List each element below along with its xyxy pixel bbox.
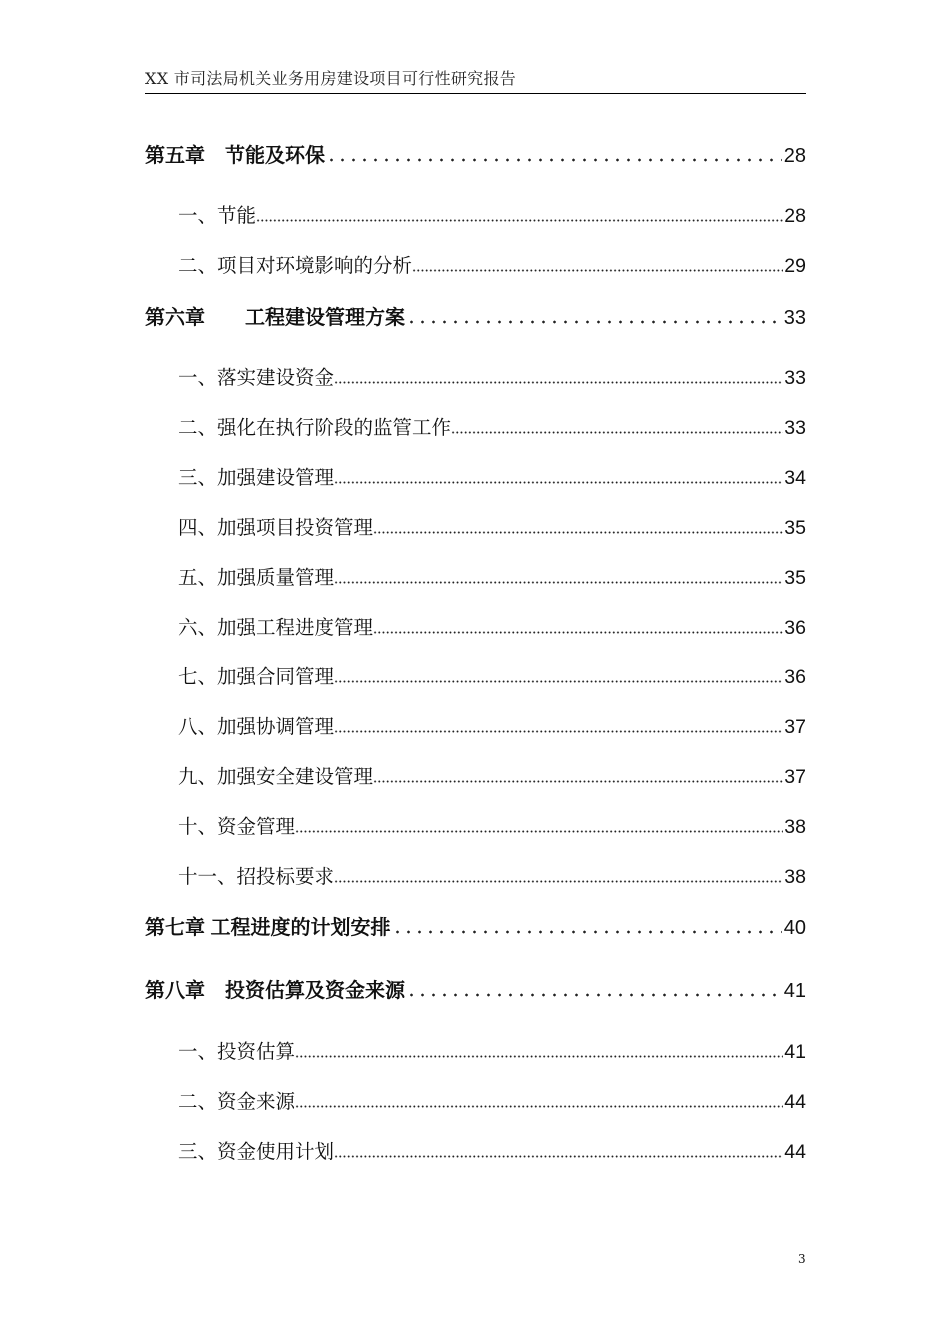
toc-entry-page: 38 [784,816,806,838]
toc-entry-page: 29 [784,255,806,277]
toc-entry-label: 第六章 工程建设管理方案 [145,307,405,329]
toc-entry-page: 41 [784,1041,806,1063]
toc-chapter-entry[interactable] [145,911,806,940]
toc-section-entry[interactable] [178,412,806,440]
toc-entry-page: 35 [784,567,806,589]
toc-entry-page: 36 [784,617,806,639]
toc-entry-label: 二、项目对环境影响的分析 [178,254,413,277]
toc-entry-label: 十、资金管理 [178,815,296,838]
toc-entry-page: 37 [784,766,806,788]
toc-entry-label: 三、加强建设管理 [178,466,335,489]
dot-leader [334,572,783,584]
toc-entry-page: 41 [783,980,806,1002]
dot-leader [451,422,783,434]
dot-leader [406,983,782,997]
toc-entry-page: 44 [784,1091,806,1113]
toc-entry-label: 三、资金使用计划 [178,1140,335,1163]
dot-leader [326,148,782,162]
dot-leader [295,1096,783,1108]
dot-leader [295,821,783,833]
toc-entry-page: 33 [784,417,806,439]
dot-leader [373,771,783,783]
toc-entry-label: 十一、招投标要求 [178,865,335,888]
toc-section-entry[interactable] [178,562,806,590]
dot-leader [295,1046,783,1058]
running-header: XX 市司法局机关业务用房建设项目可行性研究报告 [145,66,806,94]
toc-entry-label: 七、加强合同管理 [178,665,335,688]
dot-leader [256,210,783,222]
dot-leader [334,372,783,384]
toc-chapter-entry[interactable] [145,301,806,330]
dot-leader [373,522,783,534]
toc-chapter-entry[interactable] [145,974,806,1003]
toc-entry-page: 40 [783,917,806,939]
dot-leader [334,1146,783,1158]
toc-entry-label: 一、落实建设资金 [178,366,335,389]
toc-section-entry[interactable] [178,1086,806,1114]
toc-entry-page: 28 [783,145,806,167]
toc-entry-page: 37 [784,716,806,738]
dot-leader [334,472,783,484]
toc-section-entry[interactable] [178,200,806,228]
toc-entry-label: 八、加强协调管理 [178,715,335,738]
toc-entry-label: 二、资金来源 [178,1090,296,1113]
toc-section-entry[interactable] [178,1136,806,1164]
toc-entry-label: 五、加强质量管理 [178,566,335,589]
toc-entry-page: 38 [784,866,806,888]
toc-section-entry[interactable] [178,811,806,839]
toc-entry-page: 36 [784,666,806,688]
toc-entry-page: 34 [784,467,806,489]
toc-section-entry[interactable] [178,250,806,278]
toc-section-entry[interactable] [178,512,806,540]
toc-section-entry[interactable] [178,462,806,490]
toc-entry-label: 六、加强工程进度管理 [178,616,374,639]
toc-entry-label: 第八章 投资估算及资金来源 [145,980,405,1002]
toc-section-entry[interactable] [178,711,806,739]
toc-entry-page: 28 [784,205,806,227]
toc-section-entry[interactable] [178,612,806,640]
dot-leader [412,260,783,272]
toc-entry-label: 第七章 工程进度的计划安排 [145,917,391,939]
dot-leader [334,721,783,733]
toc-entry-label: 九、加强安全建设管理 [178,765,374,788]
toc-entry-page: 33 [783,307,806,329]
toc-section-entry[interactable] [178,1036,806,1064]
toc-entry-label: 一、投资估算 [178,1040,296,1063]
toc-chapter-entry[interactable] [145,139,806,168]
toc-section-entry[interactable] [178,861,806,889]
toc-section-entry[interactable] [178,661,806,689]
page-number: 3 [798,1252,806,1266]
dot-leader [392,920,782,934]
toc-entry-page: 35 [784,517,806,539]
dot-leader [334,671,783,683]
toc-entry-page: 44 [784,1141,806,1163]
toc-entry-label: 二、强化在执行阶段的监管工作 [178,416,452,439]
dot-leader [406,310,782,324]
toc-entry-label: 四、加强项目投资管理 [178,516,374,539]
dot-leader [373,622,783,634]
toc-section-entry[interactable] [178,362,806,390]
dot-leader [334,871,783,883]
toc-entry-label: 一、节能 [178,204,257,227]
toc-entry-label: 第五章 节能及环保 [145,145,325,167]
toc-entry-page: 33 [784,367,806,389]
toc-section-entry[interactable] [178,761,806,789]
